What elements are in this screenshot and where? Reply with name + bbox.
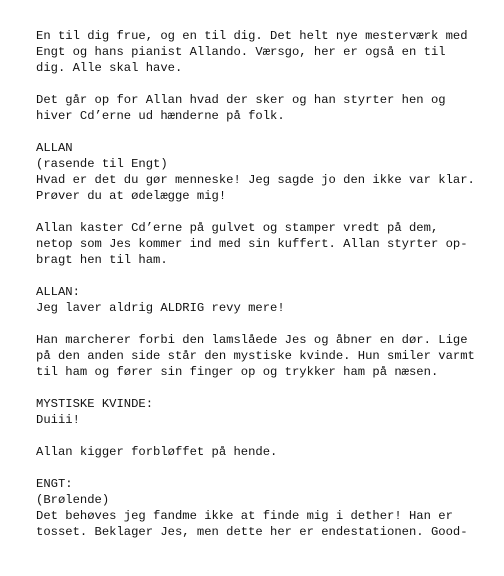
character-name: ALLAN bbox=[36, 141, 73, 155]
text-line: til ham og fører sin finger op og trykker ham på næsen. bbox=[36, 365, 439, 379]
dialogue-block bbox=[36, 140, 486, 204]
dialogue-line: Hvad er det du gør menneske! Jeg sagde jo den ikke var klar. bbox=[36, 173, 475, 187]
dialogue-line: Prøver du at ødelægge mig! bbox=[36, 189, 227, 203]
text-line: Han marcherer forbi den lamslåede Jes og åbner en dør. Lige bbox=[36, 333, 468, 347]
text-line: En til dig frue, og en til dig. Det helt nye mesterværk med bbox=[36, 29, 468, 43]
script-page bbox=[36, 28, 486, 556]
text-line: dig. Alle skal have. bbox=[36, 61, 183, 75]
dialogue-block bbox=[36, 396, 486, 428]
dialogue-block bbox=[36, 476, 486, 540]
character-name: ALLAN: bbox=[36, 285, 80, 299]
dialogue-line: tosset. Beklager Jes, men dette her er endestationen. Good- bbox=[36, 525, 468, 539]
action-block bbox=[36, 220, 486, 268]
text-line: hiver Cd’erne ud hænderne på folk. bbox=[36, 109, 285, 123]
text-line: Allan kaster Cd’erne på gulvet og stamper vredt på dem, bbox=[36, 221, 439, 235]
action-block bbox=[36, 92, 486, 124]
dialogue-line: Duiii! bbox=[36, 413, 80, 427]
text-line: på den anden side står den mystiske kvinde. Hun smiler varmt bbox=[36, 349, 475, 363]
character-name: ENGT: bbox=[36, 477, 73, 491]
parenthetical: (Brølende) bbox=[36, 493, 110, 507]
text-line: bragt hen til ham. bbox=[36, 253, 168, 267]
text-line: Det går op for Allan hvad der sker og han styrter hen og bbox=[36, 93, 446, 107]
action-block bbox=[36, 332, 486, 380]
character-name: MYSTISKE KVINDE: bbox=[36, 397, 154, 411]
dialogue-line: Det behøves jeg fandme ikke at finde mig i dether! Han er bbox=[36, 509, 453, 523]
text-line: Allan kigger forbløffet på hende. bbox=[36, 445, 278, 459]
text-line: Engt og hans pianist Allando. Værsgo, her er også en til bbox=[36, 45, 446, 59]
parenthetical: (rasende til Engt) bbox=[36, 157, 168, 171]
dialogue-block bbox=[36, 284, 486, 316]
text-line: netop som Jes kommer ind med sin kuffert. Allan styrter op- bbox=[36, 237, 468, 251]
action-block bbox=[36, 444, 486, 460]
action-block bbox=[36, 28, 486, 76]
dialogue-line: Jeg laver aldrig ALDRIG revy mere! bbox=[36, 301, 285, 315]
